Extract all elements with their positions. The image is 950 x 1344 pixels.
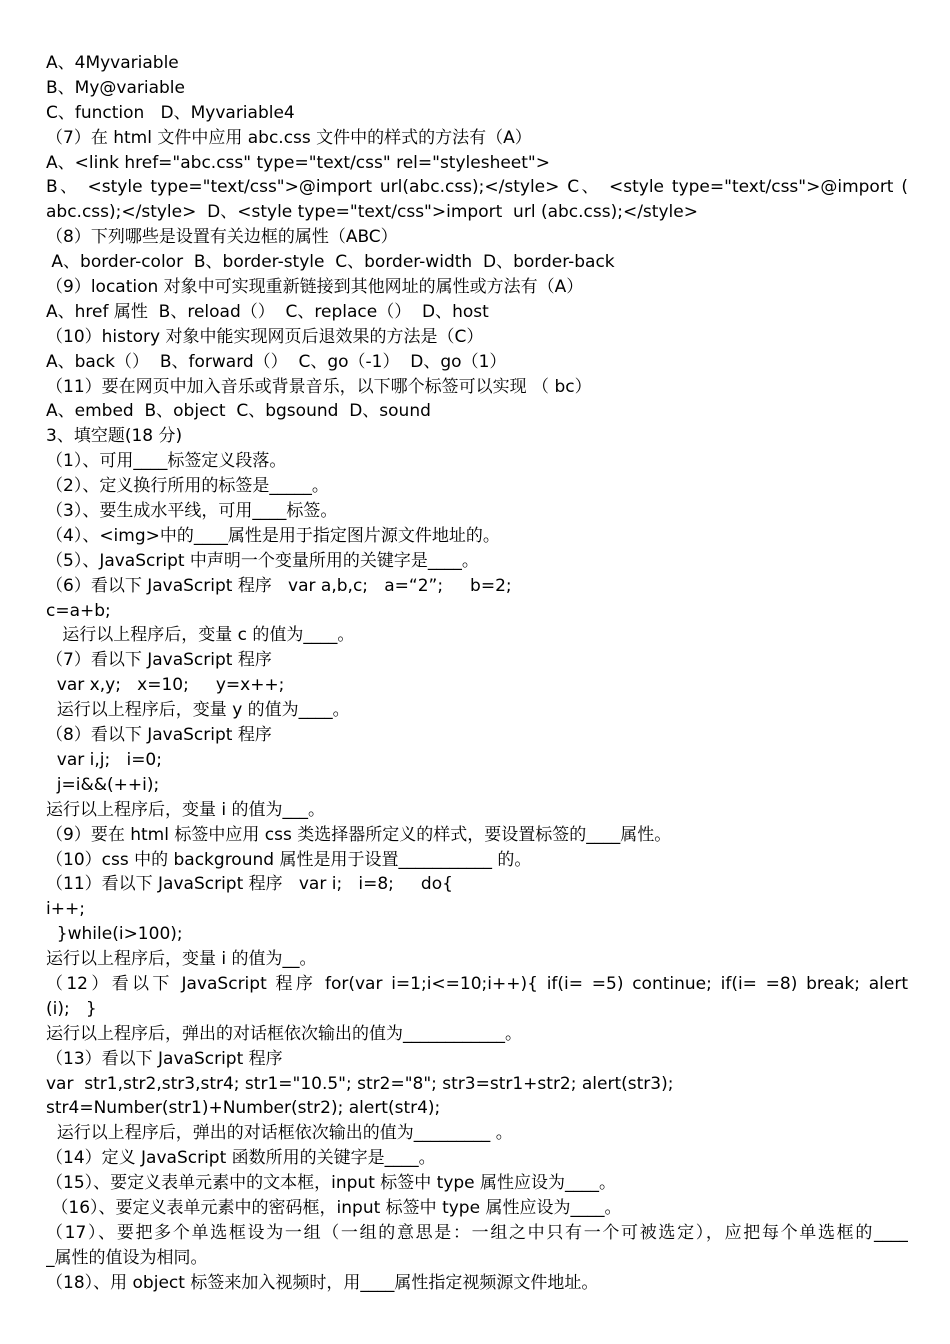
text-line: （6）看以下 JavaScript 程序 var a,b,c; a=“2”; b=2; — [46, 575, 512, 596]
text-line: （7）看以下 JavaScript 程序 — [46, 650, 272, 671]
text-line: （4）、<img>中的____属性是用于指定图片源文件地址的。 — [46, 525, 500, 546]
text-line: 运行以上程序后，弹出的对话框依次输出的值为_________ 。 — [46, 1123, 513, 1144]
text-line: A、<link href="abc.css" type="text/css" rel="stylesheet"> — [46, 152, 550, 173]
text-line: c=a+b; — [46, 600, 111, 621]
text-line: （18）、用 object 标签来加入视频时，用____属性指定视频源文件地址。 — [46, 1272, 599, 1293]
text-line: 运行以上程序后，变量 y 的值为____。 — [46, 700, 350, 721]
text-line: （1）、可用____标签定义段落。 — [46, 451, 287, 472]
text-line: （8）下列哪些是设置有关边框的属性（ABC） — [46, 227, 398, 248]
text-line: C、function D、Myvariable4 — [46, 102, 295, 123]
text-line: （2）、定义换行所用的标签是_____。 — [46, 476, 329, 497]
text-line: （10）css 中的 background 属性是用于设置___________ 的。 — [46, 849, 532, 870]
text-line: B、 <style type="text/css">@import url(abc.css);</style> C、 <style type="text/css">@import ( — [46, 177, 908, 198]
text-line: A、4Myvariable — [46, 53, 179, 73]
text-line: （9）location 对象中可实现重新链接到其他网址的属性或方法有（A） — [46, 277, 584, 298]
text-line: 运行以上程序后，变量 i 的值为___。 — [46, 799, 326, 820]
text-line: j=i&&(++i); — [46, 774, 160, 795]
text-line: var i,j; i=0; — [46, 749, 162, 770]
text-line: （11）看以下 JavaScript 程序 var i; i=8; do{ — [46, 874, 453, 895]
text-line: （9）要在 html 标签中应用 css 类选择器所定义的样式，要设置标签的____属性。 — [46, 824, 672, 845]
text-line: （3）、要生成水平线，可用____标签。 — [46, 501, 338, 522]
text-line: （15）、要定义表单元素中的文本框，input 标签中 type 属性应设为____。 — [46, 1173, 617, 1194]
text-line: B、My@variable — [46, 77, 185, 98]
text-line: （13）看以下 JavaScript 程序 — [46, 1048, 283, 1069]
text-line: （16）、要定义表单元素中的密码框，input 标签中 type 属性应设为____。 — [46, 1197, 622, 1218]
text-line: i++; — [46, 899, 85, 920]
text-line: （17）、要把多个单选框设为一组（一组的意思是：一组之中只有一个可被选定），应把每个单选框的____ — [46, 1222, 908, 1243]
text-line: abc.css);</style> D、<style type="text/css">import url (abc.css);</style> — [46, 202, 698, 223]
text-line: A、href 属性 B、reload（） C、replace（） D、host — [46, 301, 489, 322]
text-line: （10）history 对象中能实现网页后退效果的方法是（C） — [46, 326, 484, 347]
text-line: A、border-color B、border-style C、border-width D、border-back — [46, 252, 615, 273]
text-line: var x,y; x=10; y=x++; — [46, 675, 285, 696]
text-line: （14）定义 JavaScript 函数所用的关键字是____。 — [46, 1148, 436, 1169]
text-line: var str1,str2,str3,str4; str1="10.5"; str2="8"; str3=str1+str2; alert(str3); — [46, 1073, 674, 1094]
text-line: 运行以上程序后，变量 c 的值为____。 — [46, 625, 355, 646]
text-line: （5）、JavaScript 中声明一个变量所用的关键字是____。 — [46, 550, 479, 571]
text-line: 3、填空题(18 分) — [46, 426, 183, 447]
document-body — [46, 51, 908, 1296]
text-line: （7）在 html 文件中应用 abc.css 文件中的样式的方法有（A） — [46, 127, 532, 148]
text-line: （11）要在网页中加入音乐或背景音乐，以下哪个标签可以实现 （ bc） — [46, 376, 592, 397]
text-line: A、embed B、object C、bgsound D、sound — [46, 401, 431, 422]
text-line: 运行以上程序后，变量 i 的值为__。 — [46, 949, 317, 970]
text-line: A、back（） B、forward（） C、go（-1） D、go（1） — [46, 351, 507, 372]
text-line: _属性的值设为相同。 — [46, 1247, 208, 1268]
text-line: （8）看以下 JavaScript 程序 — [46, 725, 272, 746]
text-line: (i); } — [46, 998, 97, 1019]
text-line: str4=Number(str1)+Number(str2); alert(str4); — [46, 1098, 441, 1119]
text-line: 运行以上程序后，弹出的对话框依次输出的值为____________。 — [46, 1023, 522, 1044]
text-line: （12）看以下 JavaScript 程序 for(var i=1;i<=10;i++){ if(i= =5) continue; if(i= =8) break; alert — [46, 973, 908, 994]
text-line: }while(i>100); — [46, 924, 183, 945]
